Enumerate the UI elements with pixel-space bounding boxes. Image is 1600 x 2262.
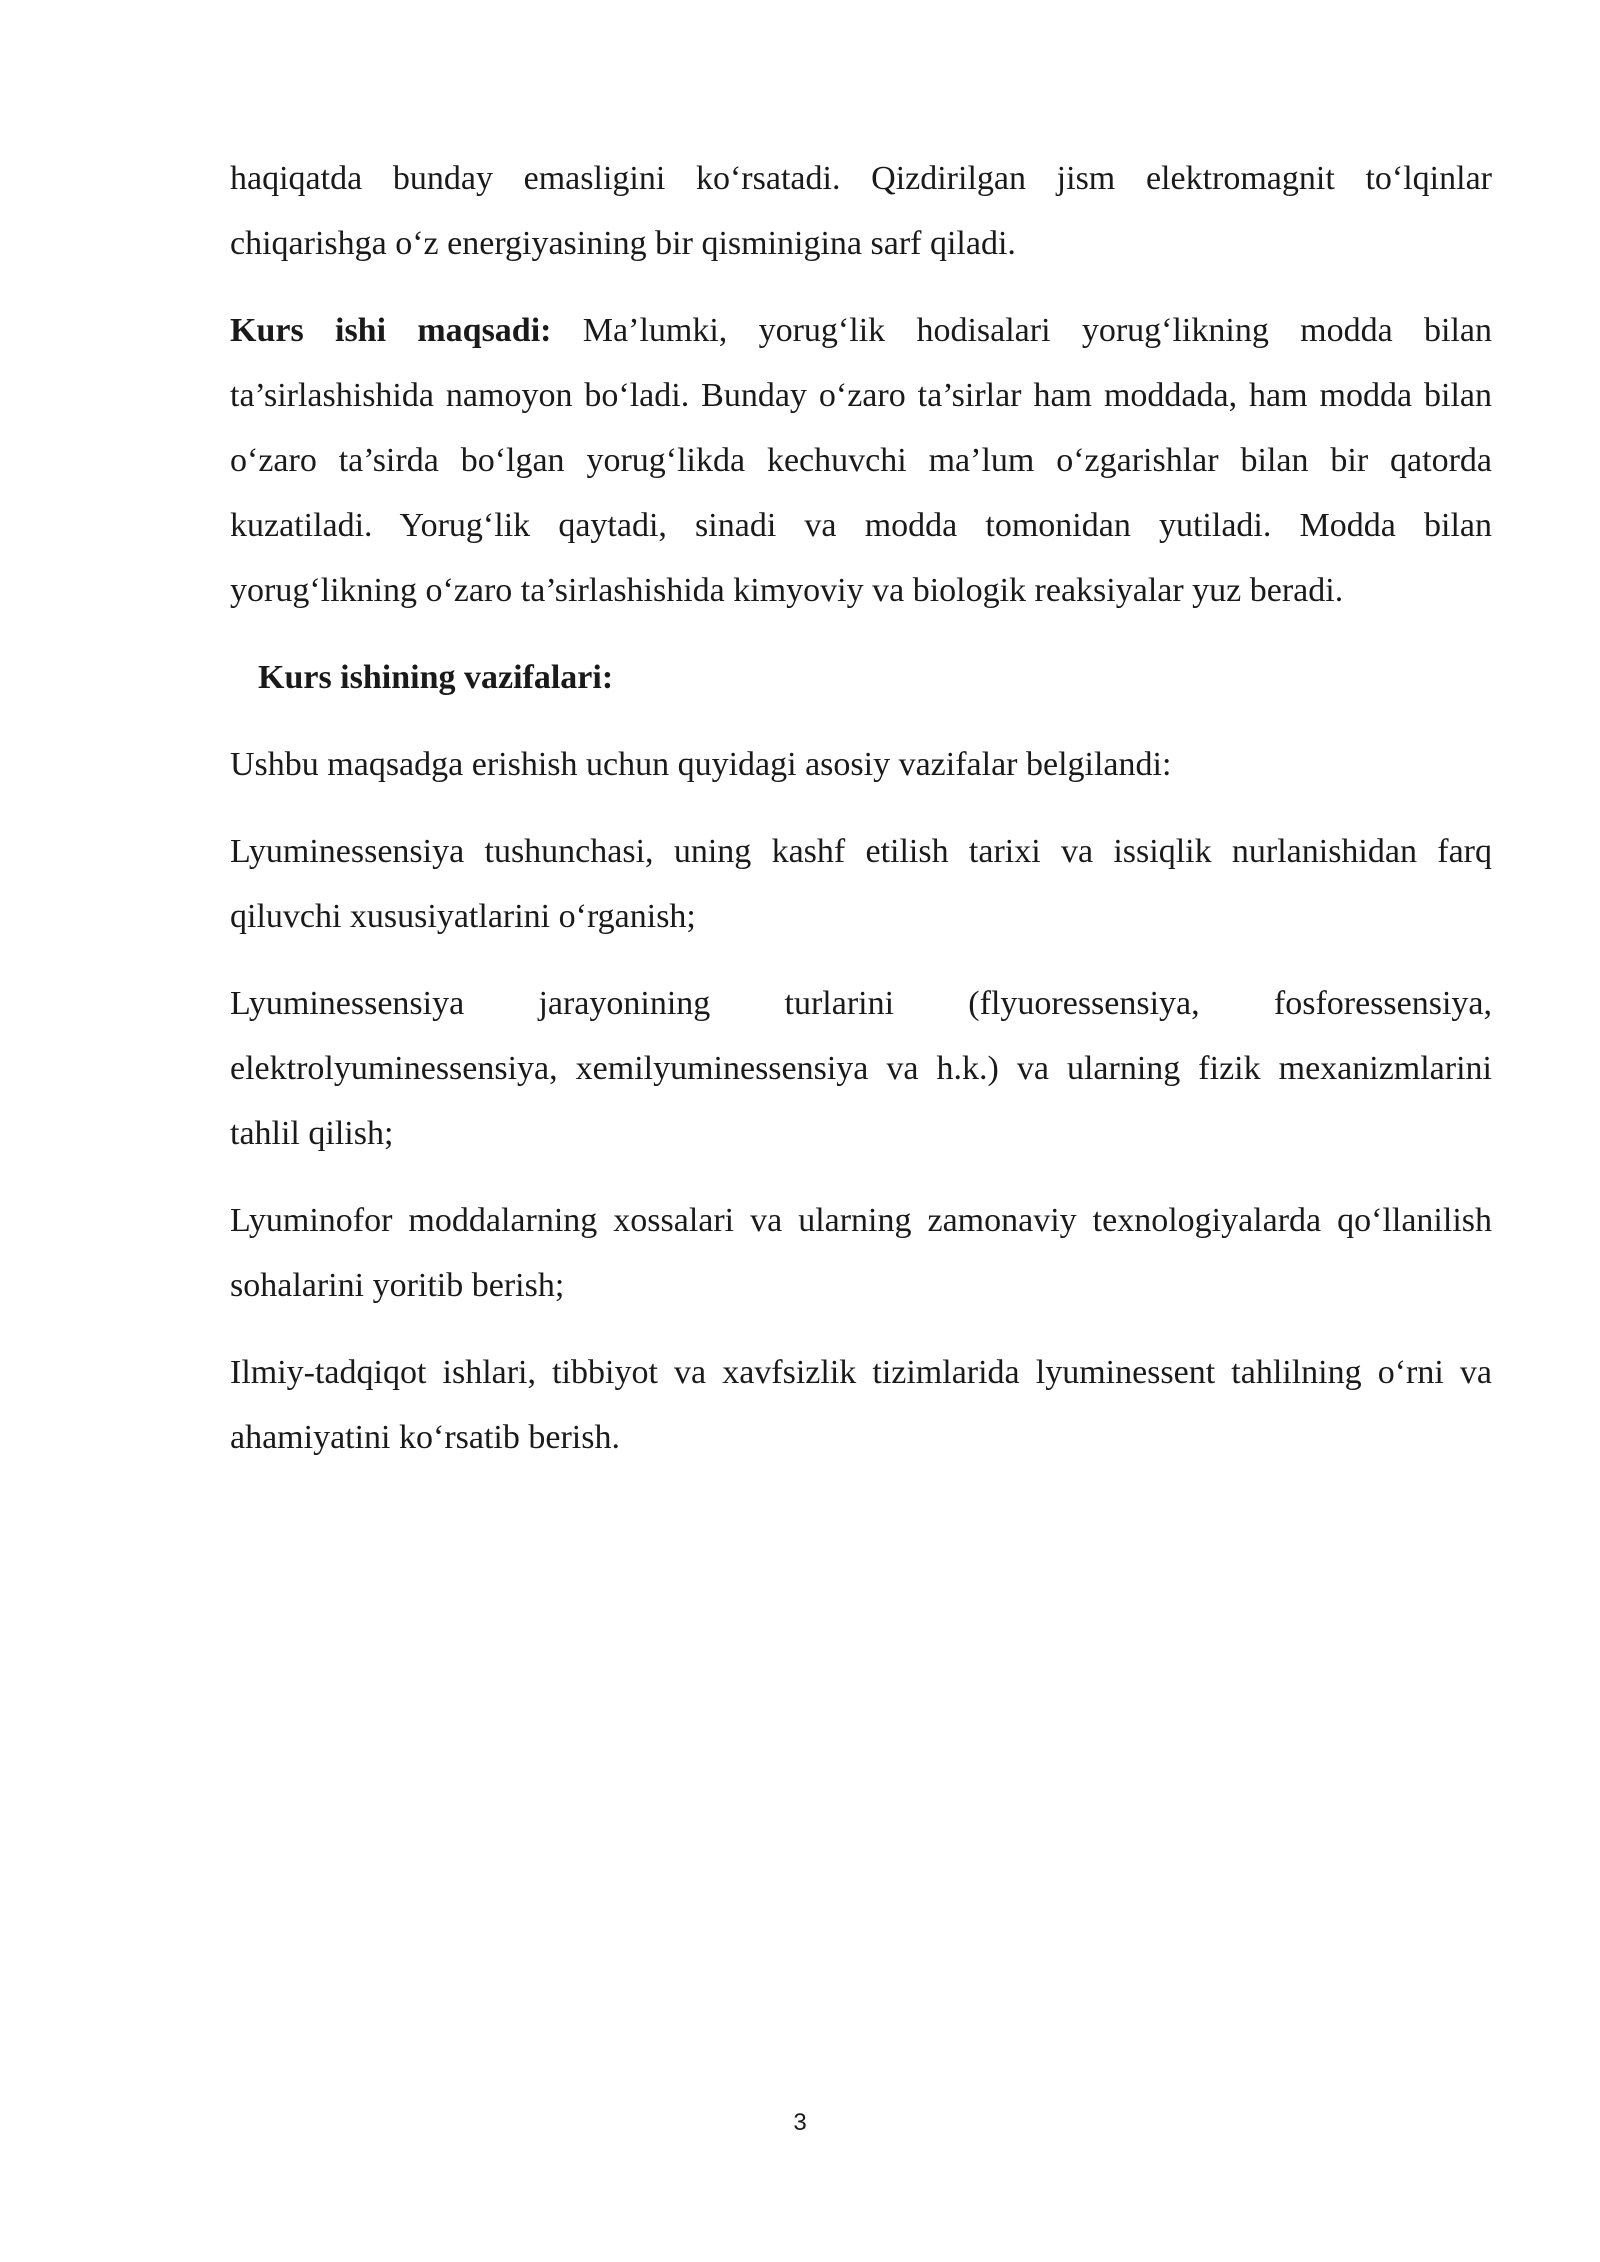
task-item-4: Ilmiy-tadqiqot ishlari, tibbiyot va xavfsizlik tizimlarida lyuminessent tahlilning o‘rni va ahamiyatini ko‘rsatib berish.	[230, 1354, 1492, 1456]
goal-label: Kurs ishi maqsadi:	[230, 312, 552, 349]
intro-paragraph: haqiqatda bunday emasligini ko‘rsatadi. Qizdirilgan jism elektromagnit to‘lqinlar chiqarishga o‘z energiyasining bir qisminigina sarf qiladi.	[230, 160, 1492, 262]
tasks-intro-paragraph: Ushbu maqsadga erishish uchun quyidagi asosiy vazifalar belgilandi:	[230, 746, 1172, 783]
goal-paragraph	[230, 298, 1492, 623]
tasks-heading: Kurs ishining vazifalari:	[258, 659, 614, 696]
task-item-2: Lyuminessensiya jarayonining turlarini (flyuoressensiya, fosforessensiya, elektrolyuminessensiya, xemilyuminessensiya va h.k.) va ularning fizik mexanizmlarini tahlil qilish;	[230, 985, 1492, 1152]
goal-text: Ma’lumki, yorug‘lik hodisalari yorug‘likning modda bilan ta’sirlashishida namoyon bo‘ladi. Bunday o‘zaro ta’sirlar ham moddada, ham modda bilan o‘zaro ta’sirda bo‘lgan yorug‘likda kechuvchi ma’lum o‘zgarishlar bilan bir qatorda kuzatiladi. Yorug‘lik qaytadi, sinadi va modda tomonidan yutiladi. Modda bilan yorug‘likning o‘zaro ta’sirlashishida kimyoviy va biologik reaksiyalar yuz beradi.	[230, 312, 1492, 609]
task-item-3: Lyuminofor moddalarning xossalari va ularning zamonaviy texnologiyalarda qo‘llanilish sohalarini yoritib berish;	[230, 1202, 1492, 1304]
page-content	[230, 146, 1492, 1470]
task-item-1: Lyuminessensiya tushunchasi, uning kashf etilish tarixi va issiqlik nurlanishidan farq qiluvchi xususiyatlarini o‘rganish;	[230, 833, 1492, 935]
page-number: 3	[793, 2109, 807, 2136]
